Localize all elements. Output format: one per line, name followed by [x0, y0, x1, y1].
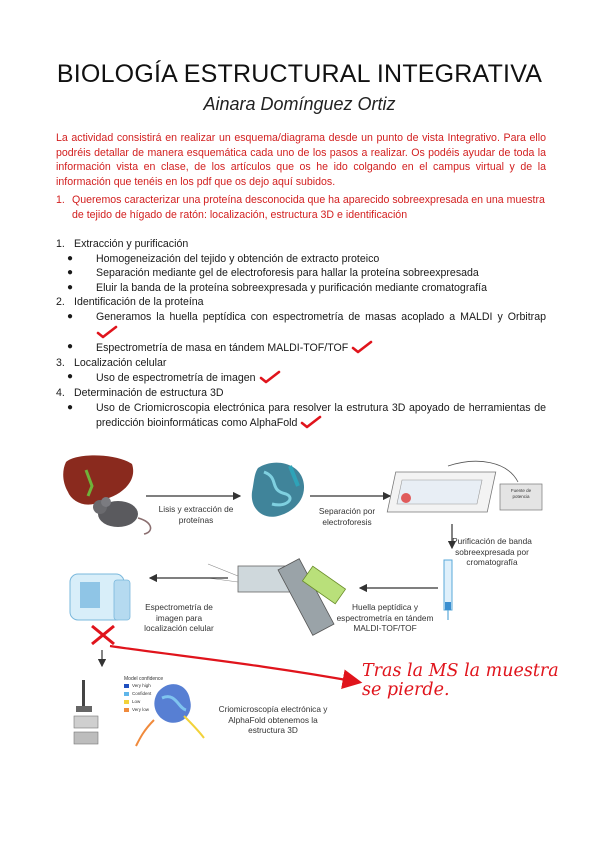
step-cryo-em-label: Criomicroscopía electrónica y AlphaFold obtenemos la estructura 3D	[218, 704, 328, 735]
step-peptide-fingerprint-label: Huella peptídica y espectrometría en tándem MALDI-TOF/TOF	[336, 602, 434, 633]
checkmark-icon	[96, 325, 118, 339]
step-lysis-label: Lisis y extracción de proteínas	[158, 504, 234, 525]
document-title: BIOLOGÍA ESTRUCTURAL INTEGRATIVA	[56, 60, 543, 88]
list-item: ● Separación mediante gel de electroforesis para hallar la proteína sobreexpresada	[67, 267, 479, 280]
section-title: Identificación de la proteína	[74, 296, 204, 309]
confidence-legend-title: Model confidence	[124, 676, 164, 682]
electrophoresis-apparatus-icon	[387, 461, 542, 512]
list-item: ● Uso de Criomicroscopia electrónica para resolver la estrutura 3D apoyado de herramientas de predicción bioinformáticas como AlphaFold	[67, 401, 546, 430]
section-heading: 2. Identificación de la proteína	[56, 296, 204, 309]
step-imaging-label: Espectrometría de imagen para localización celular	[144, 602, 214, 633]
section-title: Extracción y purificación	[74, 238, 189, 250]
confidence-legend	[124, 684, 129, 712]
section-title: Determinación de estructura 3D	[74, 386, 224, 399]
list-item: ● Espectrometría de masa en tándem MALDI-TOF/TOF	[56, 340, 546, 356]
list-item: ● Eluir la banda de la proteína sobreexpresada y purificación mediante cromatografía	[67, 281, 488, 294]
list-item: ● Generamos la huella peptídica con espectrometría de masas acoplado a MALDI y Orbitrap	[56, 310, 546, 340]
checkmark-icon	[259, 370, 281, 384]
steps-list	[56, 237, 546, 431]
imaging-spectrometer-icon	[70, 574, 130, 620]
section-heading: 3. Localización celular	[56, 356, 167, 369]
assignment-instructions: La actividad consistirá en realizar un esquema/diagrama desde un punto de vista Integrativo. Para ello podréis detallar de manera esquemática cada uno de los pasos a realizar. Os podéis ayudar de toda la información vista en clase, de los artículos que os he ido colgando en el campus virtual y de la información que tenéis en los pdf que os dejo aquí subidos.	[56, 132, 546, 188]
assignment-item-text: Queremos caracterizar una proteína desconocida que ha aparecido sobreexpresada en una muestra de tejido de hígado de ratón: localización, estructura 3D e identificación	[72, 194, 545, 221]
author-name: Ainara Domínguez Ortiz	[203, 94, 396, 114]
list-item: ● Homogeneización del tejido y obtención de extracto proteico	[67, 252, 380, 265]
confidence-legend-item: Confident	[132, 691, 152, 696]
protein-structure-icon	[252, 463, 304, 517]
section-title: Localización celular	[74, 356, 167, 369]
list-item: ● Uso de espectrometría de imagen	[56, 370, 546, 386]
step-band-purification-label: Purificación de banda sobreexpresada por cromatografía	[452, 536, 532, 567]
workflow-diagram	[58, 452, 552, 752]
section-heading: 4. Determinación de estructura 3D	[56, 386, 224, 399]
section-heading: 1. Extracción y purificación	[56, 238, 189, 250]
handwritten-note: Tras la MS la muestra se pierde.	[362, 661, 559, 700]
checkmark-icon	[300, 415, 322, 429]
confidence-legend-item: Low	[132, 699, 141, 704]
cross-mark-icon	[92, 626, 114, 644]
mouse-icon	[93, 497, 151, 534]
cryo-em-icon	[74, 680, 98, 744]
assignment-item	[56, 193, 546, 222]
checkmark-icon	[351, 340, 373, 354]
assignment-item-number: 1.	[56, 194, 65, 206]
confidence-legend-item: Very high	[132, 683, 151, 688]
step-electrophoresis-label: Separación por electroforesis	[318, 506, 376, 527]
liver-icon	[63, 455, 133, 504]
power-supply-label: Fuente de potencia	[510, 488, 532, 499]
confidence-legend-item: Very low	[132, 707, 150, 712]
